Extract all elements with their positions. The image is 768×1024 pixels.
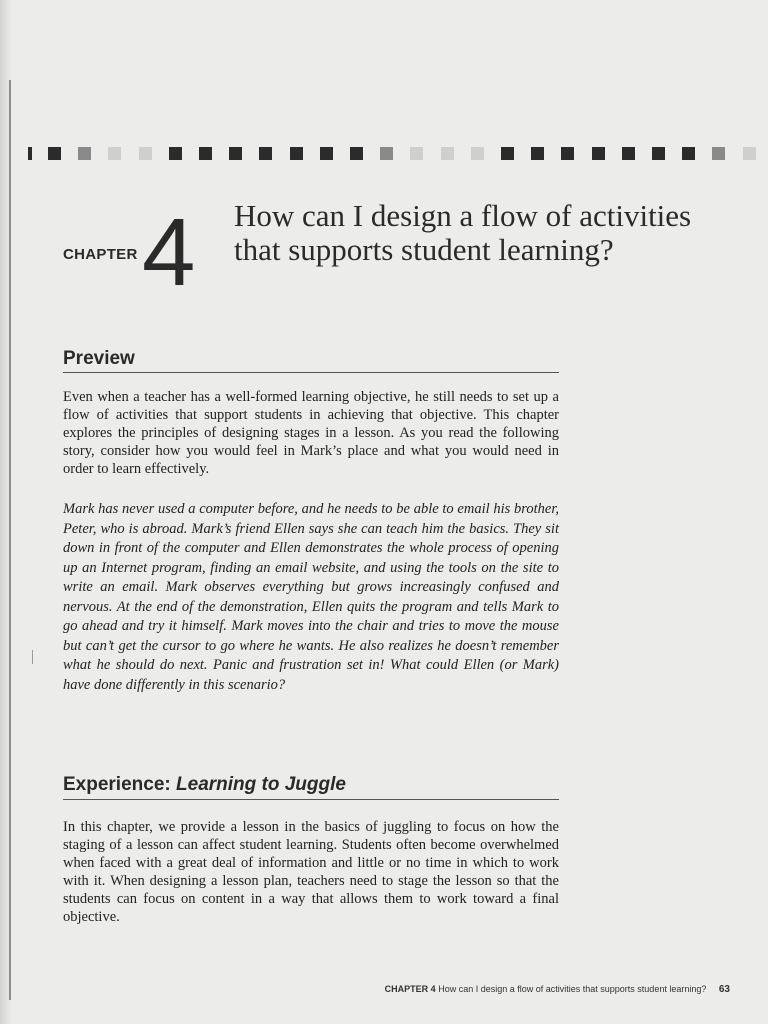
chapter-title: How can I design a flow of activities that supports student learning? xyxy=(234,198,692,267)
band-square xyxy=(561,147,574,160)
preview-heading: Preview xyxy=(63,348,135,369)
band-square xyxy=(108,147,121,160)
band-square xyxy=(169,147,182,160)
band-square xyxy=(139,147,152,160)
running-footer xyxy=(385,984,730,995)
preview-rule xyxy=(63,372,559,373)
band-square xyxy=(199,147,212,160)
band-square xyxy=(229,147,242,160)
band-square xyxy=(48,147,61,160)
band-square xyxy=(622,147,635,160)
chapter-label: CHAPTER xyxy=(63,246,138,263)
band-square xyxy=(441,147,454,160)
band-square xyxy=(290,147,303,160)
band-square xyxy=(259,147,272,160)
band-square xyxy=(320,147,333,160)
band-square xyxy=(712,147,725,160)
band-bar xyxy=(28,147,32,160)
band-square xyxy=(410,147,423,160)
experience-heading xyxy=(63,774,346,796)
footer-title: How can I design a flow of activities that supports student learning? xyxy=(438,984,707,994)
page-number: 63 xyxy=(718,984,730,995)
band-square xyxy=(652,147,665,160)
preview-intro: Even when a teacher has a well-formed learning objective, he still needs to set up a flow of activities that support students in achieving that objective. This chapter explores the principles of designing stages in a lesson. As you read the following story, consider how you would feel in Mark’s place and what you would need in order to learn effectively. xyxy=(63,389,559,477)
band-square xyxy=(743,147,756,160)
decorative-square-band xyxy=(28,147,768,163)
preview-story: Mark has never used a computer before, and he needs to be able to email his brother, Peter, who is abroad. Mark’s friend Ellen says she can teach him the basics. They sit down in front of the computer and Ellen demonstrates the whole process of opening up an Internet program, finding an email website, and using the tools on the site to write an email. Mark observes everything but grows increasingly confused and nervous. At the end of the demonstration, Ellen quits the program and tells Mark to go ahead and try it himself. Mark moves into the chair and tries to move the mouse but can’t get the cursor to go where he wants. He also realizes he doesn’t remember what he should do next. Panic and frustration set in! What could Ellen (or Mark) have done differently in this scenario? xyxy=(63,501,559,693)
band-square xyxy=(682,147,695,160)
band-square xyxy=(501,147,514,160)
band-square xyxy=(471,147,484,160)
band-square xyxy=(78,147,91,160)
page-edge-line xyxy=(9,80,11,1000)
band-square xyxy=(592,147,605,160)
experience-body: In this chapter, we provide a lesson in the basics of juggling to focus on how the staging of a lesson can affect student learning. Students often become overwhelmed when faced with a great deal of information and little or no time in which to work with it. When designing a lesson plan, teachers need to stage the lesson so that the students can focus on content in a way that allows them to work toward a final objective. xyxy=(63,819,559,925)
band-square xyxy=(380,147,393,160)
scan-speck xyxy=(32,650,33,664)
band-square xyxy=(531,147,544,160)
footer-chapter: CHAPTER 4 xyxy=(384,984,436,994)
experience-heading-title: Learning to Juggle xyxy=(176,774,346,795)
experience-rule xyxy=(63,799,559,800)
band-square xyxy=(350,147,363,160)
experience-heading-prefix: Experience: xyxy=(63,774,171,795)
chapter-number: 4 xyxy=(142,199,196,306)
